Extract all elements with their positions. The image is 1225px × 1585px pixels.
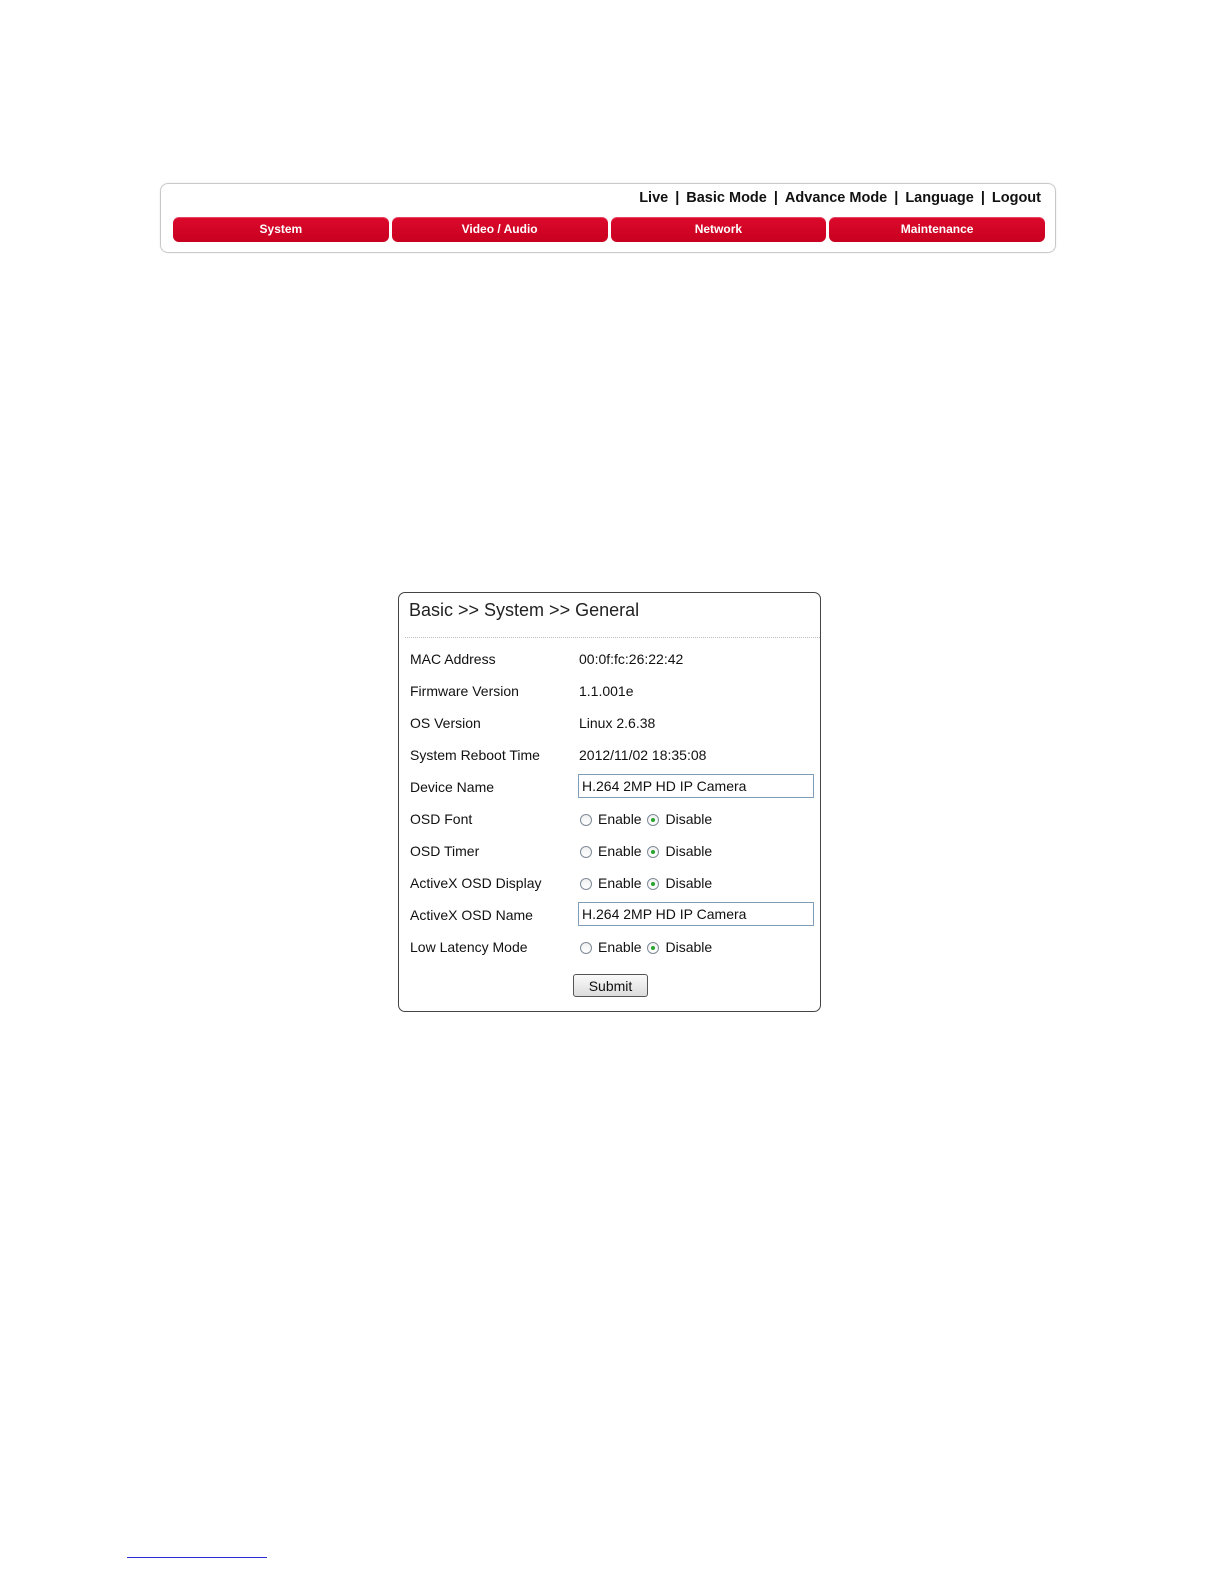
- osd-font-options: [580, 811, 714, 827]
- osd-timer-disable-label[interactable]: Disable: [665, 843, 713, 859]
- breadcrumb: Basic >> System >> General: [409, 600, 640, 620]
- link-separator: |: [980, 190, 985, 206]
- link-separator: |: [675, 190, 680, 206]
- system-reboot-time-row: [410, 745, 814, 769]
- activex-osd-display-enable-radio[interactable]: [580, 878, 592, 890]
- firmware-version-row: [410, 681, 814, 705]
- activex-osd-name-label: ActiveX OSD Name: [410, 907, 533, 923]
- activex-osd-display-options: [580, 875, 714, 891]
- menu-video-audio[interactable]: Video / Audio: [392, 217, 608, 242]
- navigation-panel: [160, 183, 1056, 253]
- mac-address-label: MAC Address: [410, 651, 496, 667]
- mac-address-row: [410, 649, 814, 673]
- osd-timer-enable-radio[interactable]: [580, 846, 592, 858]
- activex-osd-display-enable-label[interactable]: Enable: [598, 875, 642, 891]
- divider: [405, 637, 820, 638]
- firmware-version-label: Firmware Version: [410, 683, 519, 699]
- device-name-input[interactable]: [578, 774, 814, 798]
- language-link[interactable]: Language: [905, 190, 974, 206]
- osd-timer-label: OSD Timer: [410, 843, 480, 859]
- advance-mode-link[interactable]: Advance Mode: [784, 190, 888, 206]
- osd-timer-enable-label[interactable]: Enable: [598, 843, 642, 859]
- system-reboot-time-value: 2012/11/02 18:35:08: [579, 747, 707, 763]
- menu-maintenance[interactable]: Maintenance: [829, 217, 1045, 242]
- activex-osd-display-disable-label[interactable]: Disable: [665, 875, 713, 891]
- main-menu: [173, 217, 1045, 242]
- osd-timer-options: [580, 843, 714, 859]
- osd-font-disable-radio[interactable]: [647, 814, 659, 826]
- mac-address-value: 00:0f:fc:26:22:42: [579, 651, 684, 667]
- activex-osd-display-row: [410, 873, 814, 897]
- activex-osd-display-disable-radio[interactable]: [647, 878, 659, 890]
- basic-mode-link[interactable]: Basic Mode: [686, 190, 767, 206]
- live-link[interactable]: Live: [639, 190, 669, 206]
- general-settings-panel: [398, 592, 821, 1012]
- osd-font-row: [410, 809, 814, 833]
- low-latency-mode-label: Low Latency Mode: [410, 939, 528, 955]
- low-latency-mode-options: [580, 939, 714, 955]
- os-version-row: [410, 713, 814, 737]
- menu-network[interactable]: Network: [611, 217, 827, 242]
- osd-font-enable-radio[interactable]: [580, 814, 592, 826]
- menu-system[interactable]: System: [173, 217, 389, 242]
- osd-font-label: OSD Font: [410, 811, 473, 827]
- link-separator: |: [773, 190, 778, 206]
- activex-osd-name-input[interactable]: [578, 902, 814, 926]
- firmware-version-value: 1.1.001e: [579, 683, 634, 699]
- activex-osd-display-label: ActiveX OSD Display: [410, 875, 542, 891]
- low-latency-enable-radio[interactable]: [580, 942, 592, 954]
- low-latency-disable-label[interactable]: Disable: [665, 939, 713, 955]
- os-version-label: OS Version: [410, 715, 481, 731]
- low-latency-mode-row: [410, 937, 814, 961]
- top-links: [639, 190, 1041, 206]
- low-latency-disable-radio[interactable]: [647, 942, 659, 954]
- submit-button[interactable]: Submit: [573, 974, 648, 997]
- device-name-row: [410, 777, 814, 801]
- low-latency-enable-label[interactable]: Enable: [598, 939, 642, 955]
- activex-osd-name-row: [410, 905, 814, 929]
- logout-link[interactable]: Logout: [991, 190, 1041, 206]
- osd-timer-disable-radio[interactable]: [647, 846, 659, 858]
- osd-font-enable-label[interactable]: Enable: [598, 811, 642, 827]
- device-name-label: Device Name: [410, 779, 495, 795]
- system-reboot-time-label: System Reboot Time: [410, 747, 540, 763]
- osd-font-disable-label[interactable]: Disable: [665, 811, 713, 827]
- osd-timer-row: [410, 841, 814, 865]
- os-version-value: Linux 2.6.38: [579, 715, 656, 731]
- link-separator: |: [894, 190, 899, 206]
- footnote-rule: [127, 1557, 267, 1558]
